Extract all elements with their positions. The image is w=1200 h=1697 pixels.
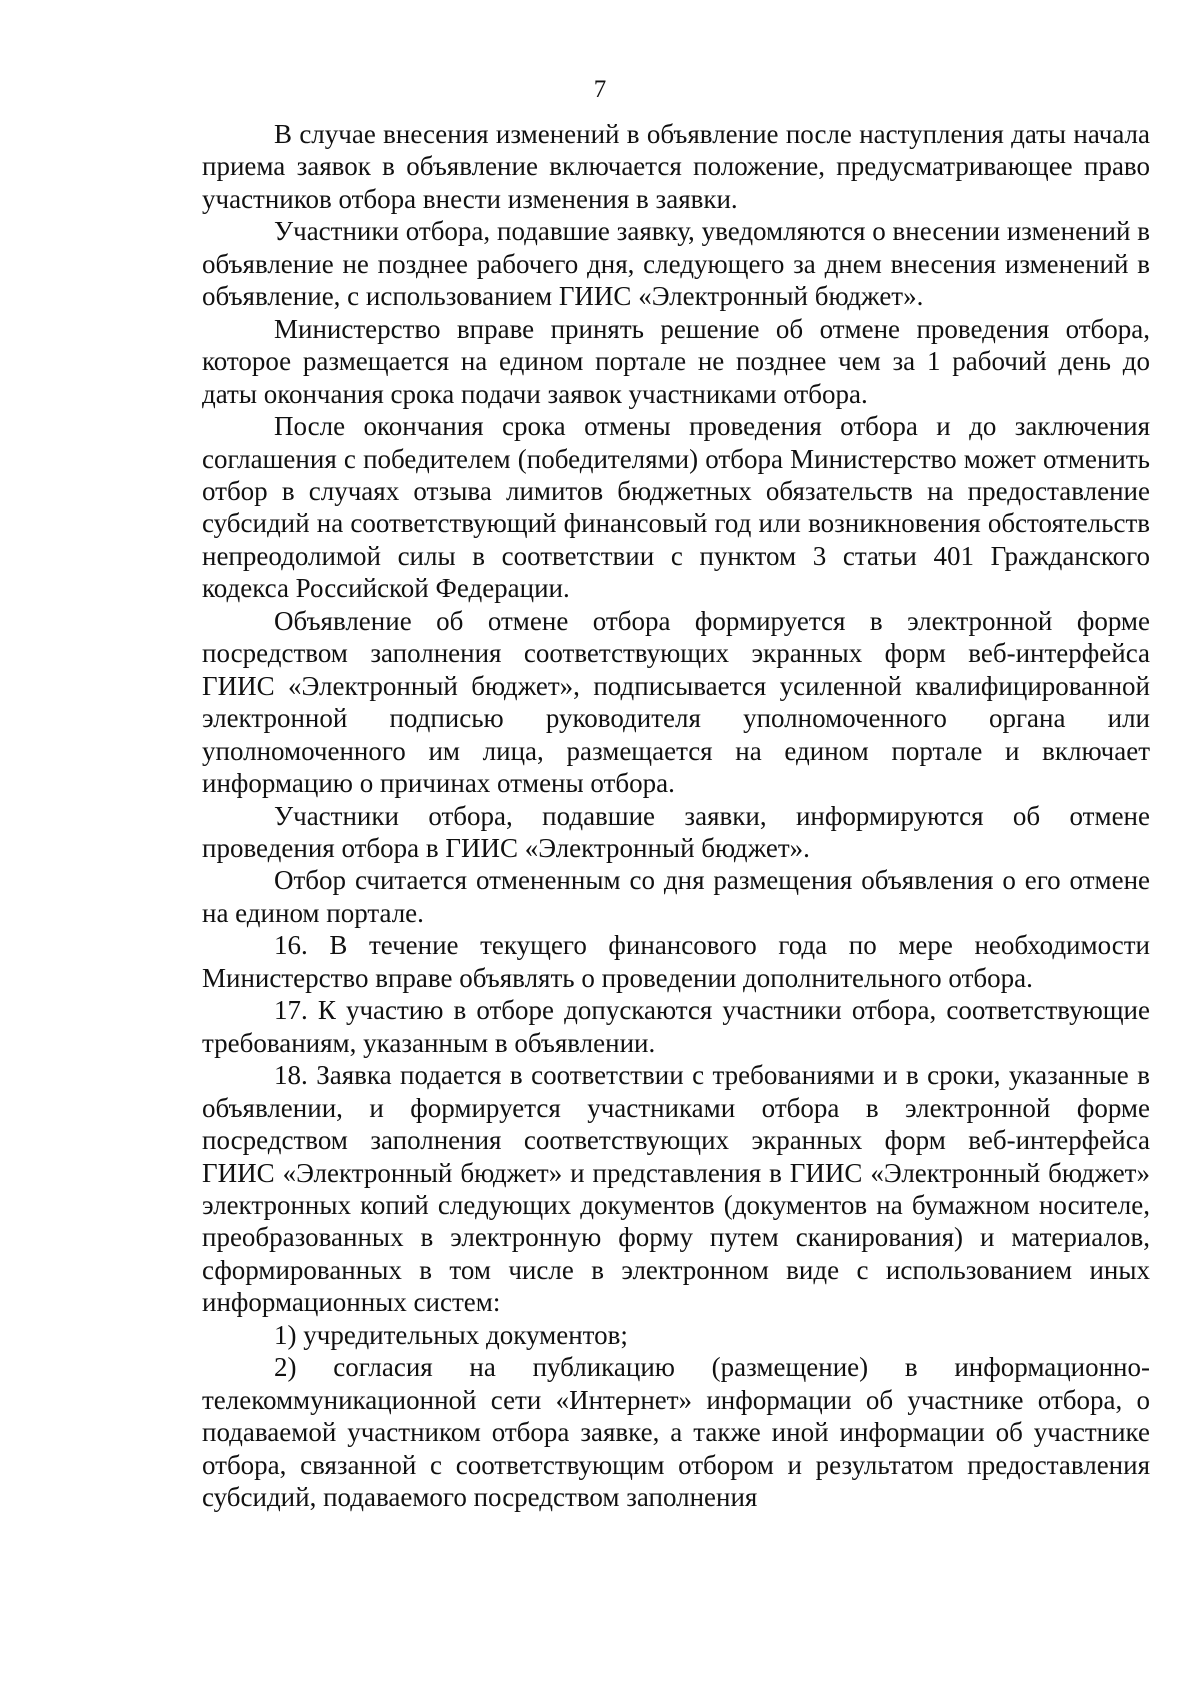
list-item-founding-documents: 1) учредительных документов; bbox=[274, 1319, 628, 1350]
paragraph-participants-informed: Участники отбора, подавшие заявки, информируются об отмене проведения отбора в ГИИС «Электронный бюджет». bbox=[202, 800, 1150, 863]
paragraph-participants-notified: Участники отбора, подавшие заявку, уведомляются о внесении изменений в объявление не позднее рабочего дня, следующего за днем внесения изменений в объявление, с использованием ГИИС «Электронный бюджет». bbox=[202, 216, 1150, 312]
paragraph-amendment-notice: В случае внесения изменений в объявление после наступления даты начала приема заявок в объявление включается положение, предусматривающее право участников отбора внести изменения в заявки. bbox=[202, 119, 1150, 214]
paragraph-18-application: 18. Заявка подается в соответствии с требованиями и в сроки, указанные в объявлении, и формируется участниками отбора в электронной форме посредством заполнения соответствующих экранных форм веб-интерфейса ГИИС «Электронный бюджет» и представления в ГИИС «Электронный бюджет» электронных копий следующих документов (документов на бумажном носителе, преобразованных в электронную форму путем сканирования) и материалов, сформированных в том числе в электронном виде с использованием иных информационных систем: bbox=[202, 1060, 1150, 1318]
paragraph-cancel-effective: Отбор считается отмененным со дня размещения объявления о его отмене на едином портале. bbox=[202, 865, 1150, 928]
list-item-publication-consent: 2) согласия на публикацию (размещение) в информационно-телекоммуникационной сети «Интернет» информации об участнике отбора, о подаваемой участником отбора заявке, а также иной информации об участнике отбора, связанной с соответствующим отбором и результатом предоставления субсидий, подаваемого посредством заполнения bbox=[202, 1352, 1150, 1513]
paragraph-ministry-cancel-right: Министерство вправе принять решение об отмене проведения отбора, которое размещается на едином портале не позднее чем за 1 рабочий день до даты окончания срока подачи заявок участниками отбора. bbox=[202, 313, 1150, 409]
document-body bbox=[202, 118, 1150, 1513]
paragraph-cancel-announcement: Объявление об отмене отбора формируется в электронной форме посредством заполнения соответствующих экранных форм веб-интерфейса ГИИС «Электронный бюджет», подписывается усиленной квалифицированной электронной подписью руководителя уполномоченного органа или уполномоченного им лица, размещается на едином портале и включает информацию о причинах отмены отбора. bbox=[202, 605, 1150, 799]
paragraph-17-admission: 17. К участию в отборе допускаются участники отбора, соответствующие требованиям, указанным в объявлении. bbox=[202, 995, 1150, 1058]
paragraph-16-additional-selection: 16. В течение текущего финансового года по мере необходимости Министерство вправе объявлять о проведении дополнительного отбора. bbox=[202, 930, 1150, 993]
page-number: 7 bbox=[593, 76, 607, 103]
paragraph-cancel-after-deadline: После окончания срока отмены проведения отбора и до заключения соглашения с победителем (победителями) отбора Министерство может отменить отбор в случаях отзыва лимитов бюджетных обязательств на предоставление субсидий на соответствующий финансовый год или возникновения обстоятельств непреодолимой силы в соответствии с пунктом 3 статьи 401 Гражданского кодекса Российской Федерации. bbox=[202, 411, 1150, 604]
